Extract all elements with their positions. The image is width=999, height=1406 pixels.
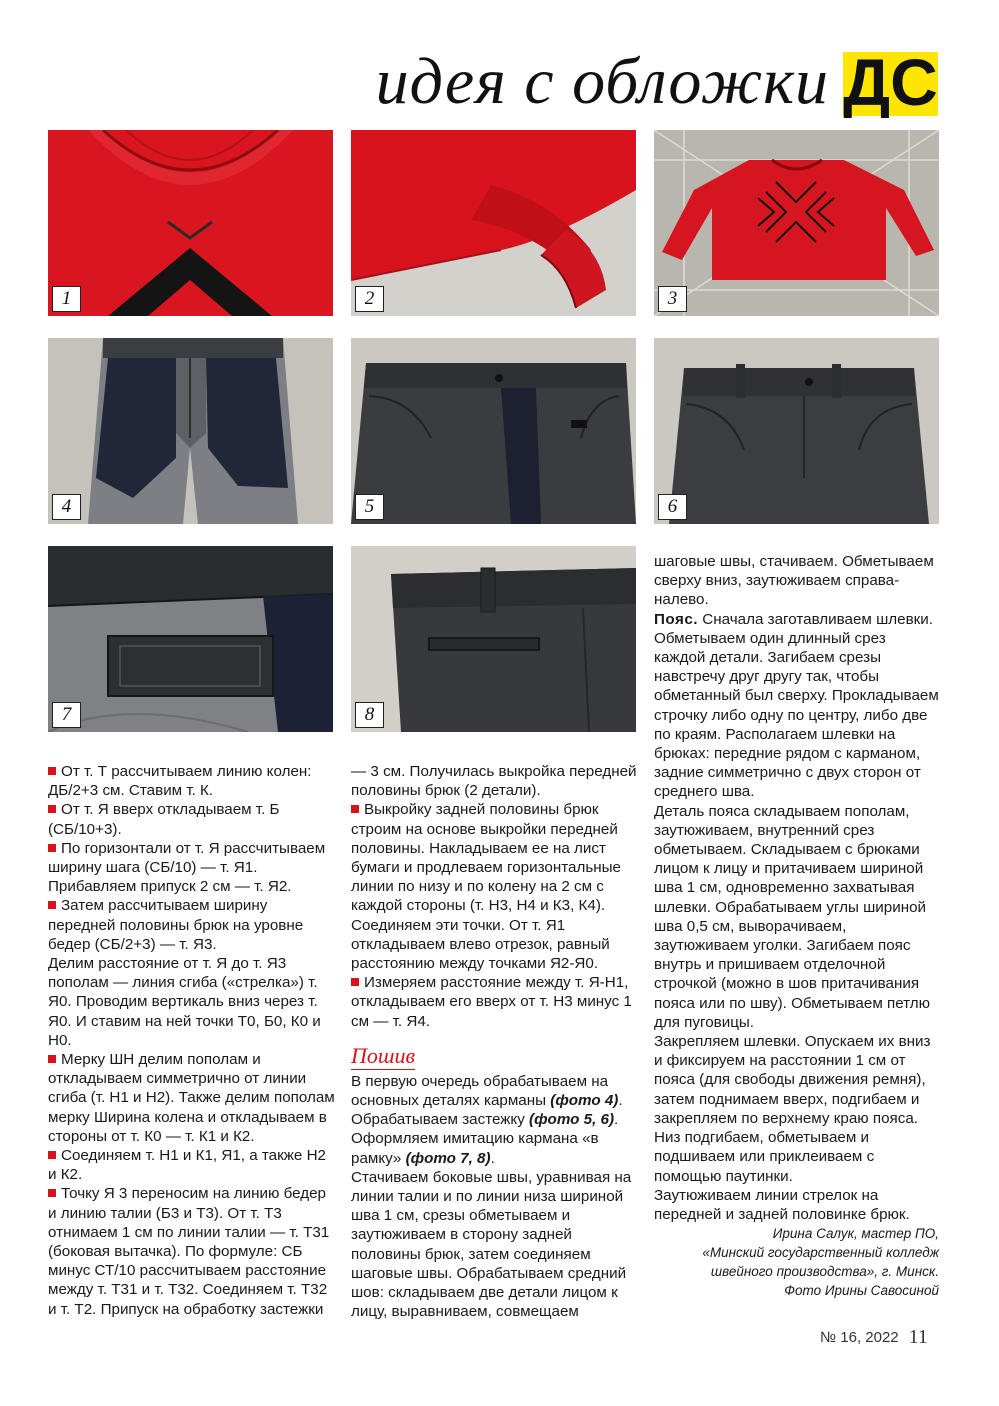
paragraph: Деталь пояса складываем пополам, заутюживаем, внутренний срез обметываем. Складываем с брюками лицом к лицу и притачиваем шириной шва 1 см, одновременно захватывая шлевки. Обрабатываем углы шириной шва 0,5 см, выворачиваем, заутюживаем уголки. Загибаем пояс внутрь и пришиваем отделочной строчкой (можно в шов притачивания пояса или по шву). Обметываем петлю для пуговицы.: [654, 802, 931, 1031]
photo-number: 4: [52, 494, 81, 520]
red-square-bullet-icon: [48, 1189, 56, 1197]
photo-4: [48, 338, 333, 524]
red-square-bullet-icon: [351, 978, 359, 986]
text-column-3: [654, 552, 939, 1300]
photo-number: 2: [355, 286, 384, 312]
photo-5: [351, 338, 636, 524]
photo-8: [351, 546, 636, 732]
author-affiliation: «Минский государственный колледж: [702, 1245, 939, 1261]
photo-reference: (фото 4): [550, 1092, 619, 1110]
red-square-bullet-icon: [48, 767, 56, 775]
text-column-2: [351, 762, 639, 1321]
section-heading: Пошив: [351, 1042, 416, 1068]
paragraph: Низ подгибаем, обметываем и подшиваем или приклеиваем с помощью паутинки.: [654, 1129, 875, 1185]
magazine-section-title: идея с обложки: [375, 45, 829, 118]
magazine-brand-logo: ДС: [843, 45, 938, 119]
paragraph: Пояс. Сначала заготавливаем шлевки. Обметываем один длинный срез каждой детали. Загибаем срезы навстречу друг другу так, чтобы обметанный был сверху. Прокладываем строчку либо одну по центру, либо две по краям. Располагаем шлевки на брюках: передние рядом с карманом, задние симметрично с двух сторон от среднего шва.: [654, 610, 939, 801]
red-square-bullet-icon: [48, 805, 56, 813]
photo-6: [654, 338, 939, 524]
welt-pocket-inside-photo-icon: [48, 546, 333, 732]
photo-number: 8: [355, 702, 384, 728]
welt-pocket-outside-photo-icon: [351, 546, 636, 732]
paragraph: От т. Т рассчитываем линию колен: ДБ/2+3 см. Ставим т. К.: [48, 763, 312, 800]
paragraph: Делим расстояние от т. Я до т. Я3 пополам — линия сгиба («стрелка») т. Я0. Проводим вертикаль вниз через т. Я0. И ставим на ней точки Т0, Б0, К0 и Н0.: [48, 955, 321, 1049]
paragraph: Соединяем т. Н1 и К1, Я1, а также Н2 и К2.: [48, 1147, 327, 1184]
trousers-zip-photo-icon: [351, 338, 636, 524]
sweater-collar-photo-icon: [48, 130, 333, 316]
paragraph: — 3 см. Получилась выкройка передней половины брюк (2 детали).: [351, 763, 637, 800]
red-square-bullet-icon: [48, 1055, 56, 1063]
paragraph: По горизонтали от т. Я рассчитываем ширину шага (СБ/10) — т. Я1. Прибавляем припуск 2 см — т. Я2.: [48, 839, 326, 896]
paragraph: Измеряем расстояние между т. Я-Н1, откладываем его вверх от т. Н3 минус 1 см — т. Я4.: [351, 974, 632, 1030]
paragraph: Заутюживаем линии стрелок на передней и задней половинке брюк.: [654, 1186, 910, 1223]
photo-number: 5: [355, 494, 384, 520]
sleeve-cuff-photo-icon: [351, 130, 636, 316]
photo-2: [351, 130, 636, 316]
photo-7: [48, 546, 333, 732]
paragraph: Закрепляем шлевки. Опускаем их вниз и фиксируем на расстоянии 1 см от пояса (для свободы движения ремня), затем поднимаем вверх, подгибаем и закрепляем по верхнему краю пояса.: [654, 1033, 931, 1127]
text-column-1: [48, 762, 336, 1319]
photo-3: [654, 130, 939, 316]
paragraph: В первую очередь обрабатываем на основных деталях карманы (фото 4). Обрабатываем застежку (фото 5, 6). Оформляем имитацию кармана «в рамку» (фото 7, 8).: [351, 1072, 623, 1167]
issue-number: № 16, 2022: [820, 1329, 899, 1346]
paragraph: Мерку ШН делим пополам и откладываем симметрично от линии сгиба (т. Н1 и Н2). Также делим пополам мерку Ширина колена и откладываем в стороны от т. К0 — т. К1 и К2.: [48, 1051, 335, 1145]
paragraph: шаговые швы, стачиваем. Обметываем сверху вниз, заутюживаем справа-налево.: [654, 553, 934, 609]
red-square-bullet-icon: [48, 1151, 56, 1159]
photo-number: 7: [52, 702, 81, 728]
red-square-bullet-icon: [48, 901, 56, 909]
photo-reference: (фото 7, 8): [405, 1149, 491, 1167]
author-credit: Ирина Салук, мастер ПО,: [772, 1226, 939, 1242]
page-number: 11: [908, 1326, 928, 1348]
trousers-inside-photo-icon: [48, 338, 333, 524]
red-square-bullet-icon: [351, 805, 359, 813]
photo-reference: (фото 5, 6): [529, 1111, 615, 1129]
page-footer: [820, 1326, 928, 1349]
paragraph: Затем рассчитываем ширину передней половины брюк на уровне бедер (СБ/2+3) — т. Я3.: [48, 897, 304, 953]
photo-credit: Фото Ирины Савосиной: [784, 1283, 939, 1299]
paragraph: Выкройку задней половины брюк строим на основе выкройки передней половины. Накладываем ее на лист бумаги и продлеваем горизонтальные линии по низу и по колену на 2 см с каждой стороны (т. Н3, Н4 и К3, К4). Соединяем эти точки. От т. Я1 откладываем влево отрезок, равный расстоянию между точками Я2-Я0.: [351, 801, 621, 973]
red-square-bullet-icon: [48, 844, 56, 852]
sweater-full-photo-icon: [654, 130, 939, 316]
photo-number: 1: [52, 286, 81, 312]
paragraph: От т. Я вверх откладываем т. Б (СБ/10+3).: [48, 801, 280, 838]
author-affiliation: швейного производства», г. Минск.: [710, 1264, 939, 1280]
trousers-front-photo-icon: [654, 338, 939, 524]
paragraph-lead: Пояс.: [654, 610, 699, 628]
photo-1: [48, 130, 333, 316]
photo-number: 3: [658, 286, 687, 312]
paragraph: Стачиваем боковые швы, уравнивая на линии талии и по линии низа шириной шва 1 см, срезы обметываем и заутюживаем в сторону задней половины брюк, затем соединяем шаговые швы. Обрабатываем средний шов: складываем две детали лицом к лицу, выравниваем, совмещаем: [351, 1168, 632, 1321]
paragraph: Точку Я 3 переносим на линию бедер и линию талии (Б3 и Т3). От т. Т3 отнимаем 1 см по линии талии — т. Т31 (боковая вытачка). По формуле: СБ минус СТ/10 рассчитываем расстояние между т. Т31 и т. Т32. Соединяем т. Т32 и т. Т2. Припуск на обработку застежки: [48, 1185, 330, 1318]
photo-number: 6: [658, 494, 687, 520]
